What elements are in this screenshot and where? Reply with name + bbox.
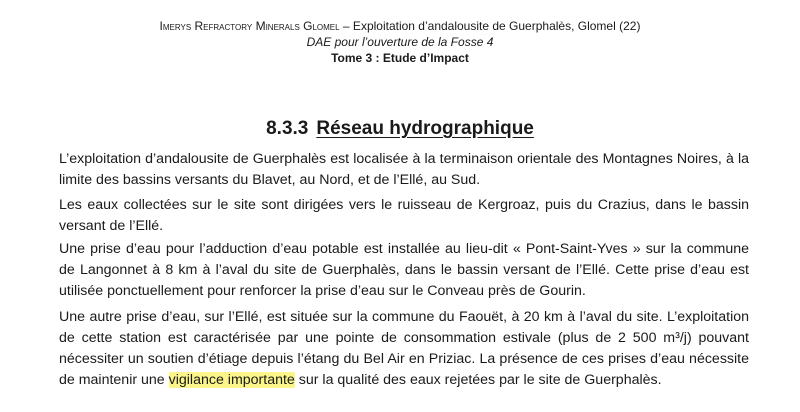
paragraph-2: Les eaux collectées sur le site sont dirigées vers le ruisseau de Kergroaz, puis du Crazius, dans le bassin versant de l’Ellé. [59, 197, 749, 234]
header-subject: – Exploitation d’andalousite de Guerphalès, Glomel (22) [339, 19, 641, 33]
highlighted-text: vigilance importante [168, 372, 295, 388]
paragraph-4 [59, 307, 749, 391]
paragraph-4-text-end: sur la qualité des eaux rejetées par le site de Guerphalès. [294, 372, 662, 388]
paragraph-1: L’exploitation d’andalousite de Guerphalès est localisée à la terminaison orientale des Montagnes Noires, à la limite des bassins versants du Blavet, au Nord, et de l’Ellé, au Sud. [59, 151, 749, 188]
section-number: 8.3.3 [266, 118, 309, 139]
section-heading [0, 117, 800, 141]
paragraph-3: Une prise d’eau pour l’adduction d’eau potable est installée au lieu-dit « Pont-Saint-Yves » sur la commune de Langonnet à 8 km à l’aval du site de Guerphalès, dans le bassin versant de l’Ellé. Cette prise d’eau est utilisée ponctuellement pour renforcer la prise d’eau sur le Conveau près de Gourin. [59, 241, 749, 299]
document-header [0, 18, 800, 66]
header-subtitle: DAE pour l’ouverture de la Fosse 4 [306, 35, 494, 49]
company-name: Imerys Refractory Minerals Glomel [159, 19, 340, 33]
paragraph-4-text-start: Une autre prise d’eau, sur l’Ellé, est située sur la commune du Faouët, à 20 km à l’aval du site. L’exploitation de cette station est caractérisée par une pointe de consommation estivale (plus de 2 500 m³/j) pouvant nécessiter un soutien d’étiage depuis l’étang du Bel Air en Priziac. La présence de ces prises d’eau nécessite de maintenir une [59, 309, 749, 388]
header-volume: Tome 3 : Etude d’Impact [331, 51, 469, 65]
section-title: Réseau hydrographique [316, 118, 534, 139]
header-line-company [0, 18, 800, 34]
